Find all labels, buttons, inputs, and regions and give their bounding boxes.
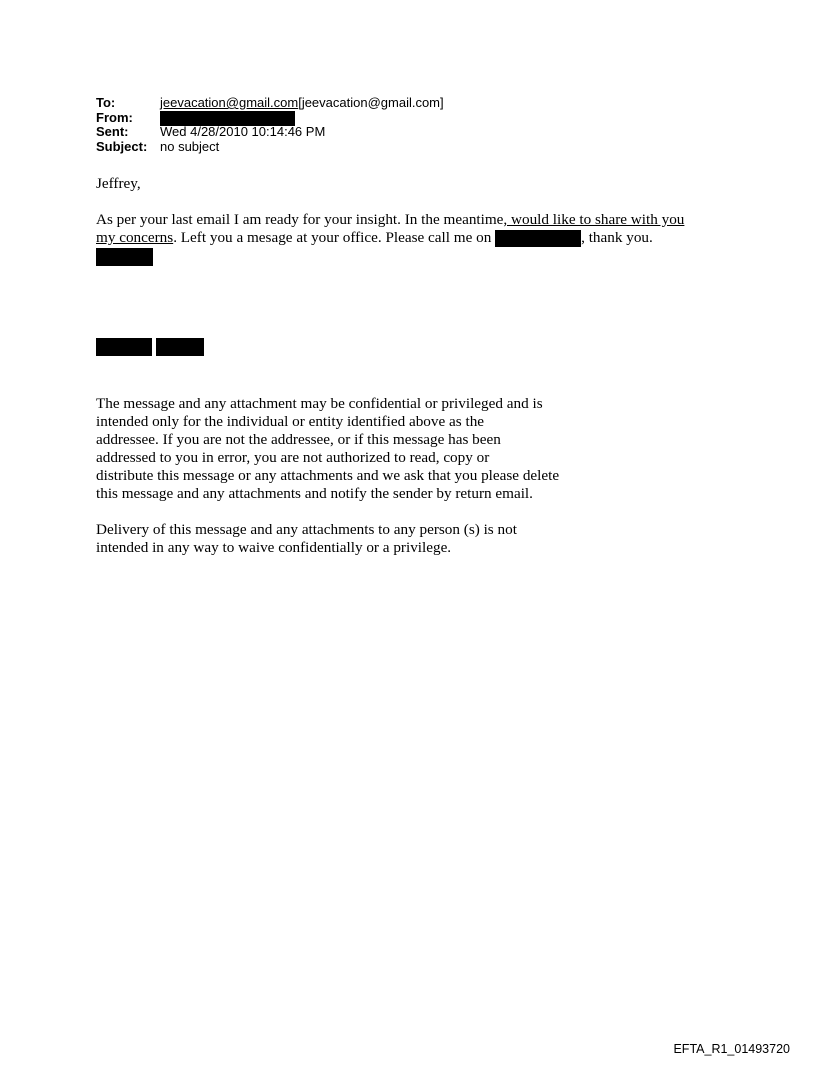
- signature-redaction-line: [96, 247, 736, 266]
- to-email-link[interactable]: jeevacation@gmail.com: [160, 95, 299, 110]
- subject-value: no subject: [160, 138, 220, 154]
- to-label: To:: [96, 95, 116, 110]
- delivery-line: Delivery of this message and any attachments to any person (s) is not: [96, 521, 517, 539]
- name-redaction-last: [156, 338, 204, 356]
- name-redaction-line: [96, 338, 736, 357]
- delivery-notice: [96, 521, 736, 557]
- message-line-2-part-b: . Left you a mesage at your office. Please call me on: [173, 229, 496, 246]
- message-line-1-part-a: As per your last email I am ready for your insight. In the meantime: [96, 211, 504, 228]
- document-id: EFTA_R1_01493720: [673, 1042, 790, 1056]
- subject-row: [96, 140, 444, 155]
- to-row: [96, 96, 444, 111]
- delivery-line: intended in any way to waive confidentially or a privilege.: [96, 539, 452, 557]
- sent-label: Sent:: [96, 124, 129, 139]
- name-redaction-first: [96, 338, 152, 356]
- message-line-2-part-a: my concerns: [96, 229, 174, 246]
- message-line-2-part-c: , thank you.: [581, 229, 653, 246]
- disclaimer-line: addressed to you in error, you are not authorized to read, copy or: [96, 449, 490, 467]
- sent-row: [96, 125, 444, 140]
- message-line-1-part-b: , would like to share with you: [503, 211, 685, 228]
- sent-value: Wed 4/28/2010 10:14:46 PM: [160, 124, 326, 139]
- greeting: Jeffrey,: [96, 175, 141, 192]
- signature-redaction: [96, 248, 153, 266]
- disclaimer-line: distribute this message or any attachments and we ask that you please delete: [96, 467, 560, 485]
- from-row: [96, 111, 444, 126]
- phone-redaction: [495, 230, 581, 247]
- email-header: [96, 96, 444, 154]
- to-email-bracketed: [jeevacation@gmail.com]: [298, 95, 444, 110]
- to-value: [160, 96, 444, 111]
- disclaimer-line: intended only for the individual or entity identified above as the: [96, 413, 485, 431]
- from-label: From:: [96, 109, 133, 125]
- email-body: [96, 175, 736, 557]
- subject-label: Subject:: [96, 138, 148, 154]
- disclaimer-line: addressee. If you are not the addressee, or if this message has been: [96, 431, 501, 449]
- message-line-2: [96, 229, 736, 247]
- disclaimer: [96, 395, 736, 503]
- disclaimer-line: The message and any attachment may be confidential or privileged and is: [96, 395, 543, 413]
- message-line-1: [96, 211, 736, 229]
- disclaimer-line: this message and any attachments and notify the sender by return email.: [96, 485, 533, 503]
